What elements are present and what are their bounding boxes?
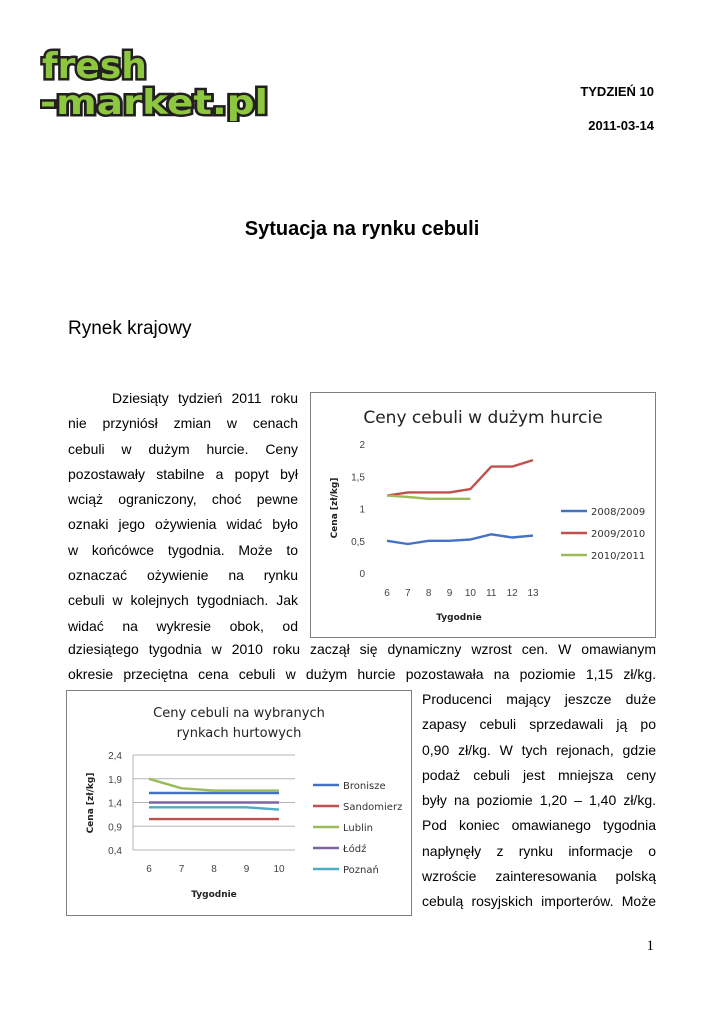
series-line — [387, 460, 533, 496]
x-tick-label: 9 — [446, 588, 453, 599]
text-line: widać na wykresie obok, od — [68, 617, 298, 634]
y-tick-label: 1 — [359, 504, 365, 516]
date-label: 2011-03-14 — [588, 118, 654, 133]
y-tick-label: 0,5 — [351, 536, 365, 548]
series-line — [387, 534, 533, 544]
legend-label: 2008/2009 — [591, 507, 646, 518]
y-tick-label: 1,4 — [108, 798, 122, 810]
text-line: cebuli w dużym hurcie. Ceny — [68, 440, 298, 457]
paragraph-producers — [422, 687, 656, 915]
chart-wholesale-prices-svg — [311, 393, 655, 637]
y-tick-label: 2 — [359, 440, 365, 451]
page-number: 1 — [646, 938, 654, 954]
x-tick-label: 8 — [425, 588, 432, 599]
x-tick-label: 6 — [146, 864, 152, 875]
text-line: w końcówce tygodnia. Może to — [68, 541, 298, 558]
x-tick-label: 13 — [527, 588, 539, 599]
text-line-content: Dziesiąty tydzień 2011 roku — [112, 390, 298, 406]
logo-line-market: -market.pl — [40, 83, 268, 122]
x-tick-label: 7 — [405, 588, 411, 599]
y-tick-label: 2,4 — [108, 751, 122, 762]
text-line: Producenci mający jeszcze duże — [422, 691, 656, 707]
text-line: były na poziomie 1,20 – 1,40 zł/kg. — [422, 792, 656, 809]
text-line: oznaki jego ożywienia widać było — [68, 516, 298, 533]
chart-title: Ceny cebuli w dużym hurcie — [363, 408, 603, 428]
legend-label: Bronisze — [343, 781, 386, 792]
x-tick-label: 11 — [486, 588, 497, 599]
y-axis-label: Cena [zł/kg] — [86, 772, 96, 834]
chart-wholesale-prices — [310, 392, 656, 638]
y-axis-label: Cena [zł/kg] — [330, 477, 340, 539]
text-line: Pod koniec omawianego tygodnia — [422, 817, 656, 834]
legend-label: 2010/2011 — [591, 551, 646, 562]
text-line: cebuli w kolejnych tygodniach. Jak — [68, 592, 298, 609]
text-line: dziesiątego tygodnia w 2010 roku zaczął się dynamiczny wzrost cen. W omawianym — [68, 641, 656, 657]
logo-line-fresh: fresh — [42, 46, 147, 87]
series-line — [149, 779, 279, 791]
y-tick-label: 0,9 — [108, 822, 122, 834]
text-line: cebulą rosyjskich importerów. Może — [422, 893, 656, 910]
y-tick-label: 1,5 — [351, 472, 365, 484]
text-line: 0,90 zł/kg. W tych rejonach, gdzie — [422, 741, 656, 758]
x-axis-label: Tygodnie — [436, 613, 482, 623]
x-tick-label: 10 — [273, 864, 285, 875]
y-tick-label: 0 — [359, 569, 365, 580]
text-line: oznaczać ożywienie na rynku — [68, 567, 298, 584]
page-title: Sytuacja na rynku cebuli — [244, 218, 480, 240]
text-line: podaż cebuli jest mniejsza ceny — [422, 766, 656, 783]
x-tick-label: 7 — [178, 864, 185, 875]
legend-label: Poznań — [343, 865, 379, 876]
legend-label: 2009/2010 — [591, 529, 646, 540]
text-line: okresie przeciętna cena cebuli w dużym hurcie pozostawała na poziomie 1,15 zł/kg. — [68, 666, 656, 683]
x-tick-label: 9 — [243, 864, 250, 875]
series-line — [149, 807, 279, 809]
text-line: wciąż ograniczony, choć pewne — [68, 491, 298, 508]
x-axis-label: Tygodnie — [191, 890, 237, 900]
x-tick-label: 12 — [506, 588, 518, 599]
chart-regional-markets-svg — [67, 691, 411, 915]
legend-label: Lublin — [343, 823, 373, 834]
text-line: wzroście zainteresowania polską — [422, 868, 656, 885]
fresh-market-logo — [40, 44, 272, 122]
text-line: pozostawały stabilne a popyt był — [68, 465, 298, 482]
text-line: nie przyniósł zmian w cenach — [68, 415, 298, 432]
x-tick-label: 8 — [211, 864, 217, 875]
text-line — [68, 386, 298, 411]
paragraph-continuation — [68, 637, 656, 688]
x-tick-label: 6 — [384, 588, 390, 599]
x-tick-label: 10 — [464, 588, 476, 599]
chart-regional-markets — [66, 690, 412, 916]
chart-title: Ceny cebuli na wybranych — [153, 706, 325, 721]
week-label: TYDZIEŃ 10 — [580, 84, 654, 99]
legend-label: Sandomierz — [343, 802, 403, 813]
series-line — [387, 496, 470, 499]
text-line: zapasy cebuli sprzedawali ją po — [422, 716, 656, 733]
text-line: napłynęły z rynku informacje o — [422, 842, 656, 859]
section-heading: Rynek krajowy — [68, 318, 192, 339]
y-tick-label: 0,4 — [108, 846, 122, 857]
legend-label: Łódź — [343, 844, 367, 855]
paragraph-intro — [68, 386, 298, 639]
y-tick-label: 1,9 — [108, 774, 122, 786]
chart-title: rynkach hurtowych — [176, 726, 302, 741]
